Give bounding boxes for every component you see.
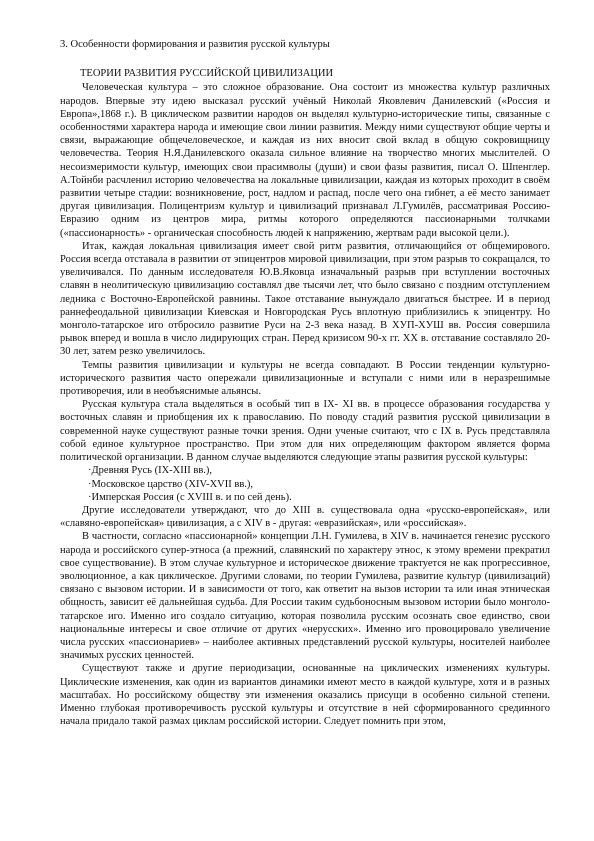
section-heading: 3. Особенности формирования и развития русской культуры: [60, 39, 330, 50]
paragraph-other-researchers: Другие исследователи утверждают, что до XIII в. существовала одна «русско-европейская», или «славяно-европейская» цивилизация, а с XIV в - другая: «евразийская», или «российская».: [60, 504, 550, 530]
paragraph-local-civilization: Итак, каждая локальная цивилизация имеет свой ритм развития, отличающийся от общемирового. Россия всегда отставала в развитии от эпицентров мировой цивилизации, при этом разрыв то сокращался, то увеличивался. По данным исследователя Ю.В.Яковца изначальный разрыв при вступлении восточных славян в неолитическую цивилизацию составлял две тысячи лет, что было связано с поздним отступлением ледника с Восточно-Европейской равнины. Такое отставание вынуждало двигаться быстрее. И в период раннефеодальной цивилизации Киевская и Новгородская Русь вплотную приблизились к эпицентру. Но монголо-татарское иго отбросило развитие Руси на 2-3 века назад. В ХУП-ХУШ вв. Россия совершила рывок вперед и вошла в число лидирующих стран. Перед кризисом 90-х гг. XX в. отставание составляло 20-30 лет, затем резко увеличилось.: [60, 240, 550, 358]
paragraph-cyclic: Существуют также и другие периодизации, основанные на циклических изменениях культуры. Циклические изменения, как один из вариантов динамики имеют место в каждой культуре, хотя и в разных масштабах. Но российскому обществу эти изменения оказались присущи в особенно сильной степени. Именно глубокая противоречивость русской культуры и отсутствие в ней сформированного срединного начала придало такой размах циклам российской истории. Следует помнить при этом,: [60, 663, 550, 728]
paragraph-gumilev: В частности, согласно «пассионарной» концепции Л.Н. Гумилева, в XIV в. начинается генезис русского народа и российского супер-этноса (а прежний, славянский по характеру этнос, к этому времени прекратил свое существование). В этом случае культурное и историческое движение трактуется не как прогрессивное, эволюционное, а как циклическое. Другими словами, по теории Гумилева, развитие культур (цивилизаций) связано с вызовом истории. И в зависимости от того, как ответит на вызов истории та или иная этническая общность, зависит её дальнейшая судьба. Для России таким судьбоносным вызовом истории было монголо-татарское иго. Именно иго создало ситуацию, которая позволила русским осознать свое единство, свои национальные интересы и свое отличие от других «нерусских». Именно иго провоцировало увеличение числа русских «пассионариев» – наиболее активных представлений русской культуры, носителей наиболее значимых русских ценностей.: [60, 531, 550, 662]
list-item: ·Имперская Россия (с XVIII в. и по сей день).: [88, 491, 292, 503]
paragraph-russian-culture-stages: Русская культура стала выделяться в особый тип в IX- XI вв. в процессе образования государства у восточных славян и приобщения их к православию. По поводу стадий развития русской цивилизации в современной науке существуют разные точки зрения. Одни ученые считают, что с IX в. Русь представляла собой единое культурное пространство. При этом для них определяющим фактором является форма политической организации. В данном случае выделяются следующие этапы развития русской культуры:: [60, 399, 550, 464]
document-title: ТЕОРИИ РАЗВИТИЯ РУССИЙСКОЙ ЦИВИЛИЗАЦИИ: [80, 68, 334, 80]
stages-list: [60, 464, 550, 504]
paragraph-danilevsky: Человеческая культура – это сложное образование. Она состоит из множества культур различных народов. Впервые эту идею высказал русский учёный Николай Яковлевич Данилевский («Россия и Европа»,1868 г.). В цикличеcком развитии народов он выделял культурно-исторические типы, связанные с особенностями характера народа и имеющие свои линии развития. Между ними существуют общие черты и связи, выражающие общечеловеческое, и каждая из них вносит свой вклад в общую сокровищницу человечества. Теория Н.Я.Данилевского оказала сильное влияние на творчество многих мыслителей. О несоизмеримости культур, имеющих свои прасимволы (души) и свои фазы развития, писал О. Шпенглер. А.Тойнби расчленил историю человечества на локальные цивилизации, каждая из которых проходит в своём развитии четыре стадии: возникновение, рост, надлом и распад, после чего она гибнет, а её место занимает другая цивилизация. Полицентризм культур и цивилизаций признавал Л.Гумилёв, рассматривая Россию-Евразию одним из центров мира, ритмы которого определяются пассионарными толчками («пассионарность» - органическая способность людей к напряжению, жертвам ради высокой цели.).: [60, 82, 550, 239]
list-item: ·Древняя Русь (IX-XIII вв.),: [88, 465, 213, 477]
paragraph-tempo: Темпы развития цивилизации и культуры не всегда совпадают. В России тенденции культурно-исторического развития часто опережали цивилизационные и вступали с ними или в неразрешимые противоречия, или в необъяснимые альянсы.: [60, 359, 550, 398]
list-item: ·Московское царство (XIV-XVII вв.),: [88, 478, 254, 490]
